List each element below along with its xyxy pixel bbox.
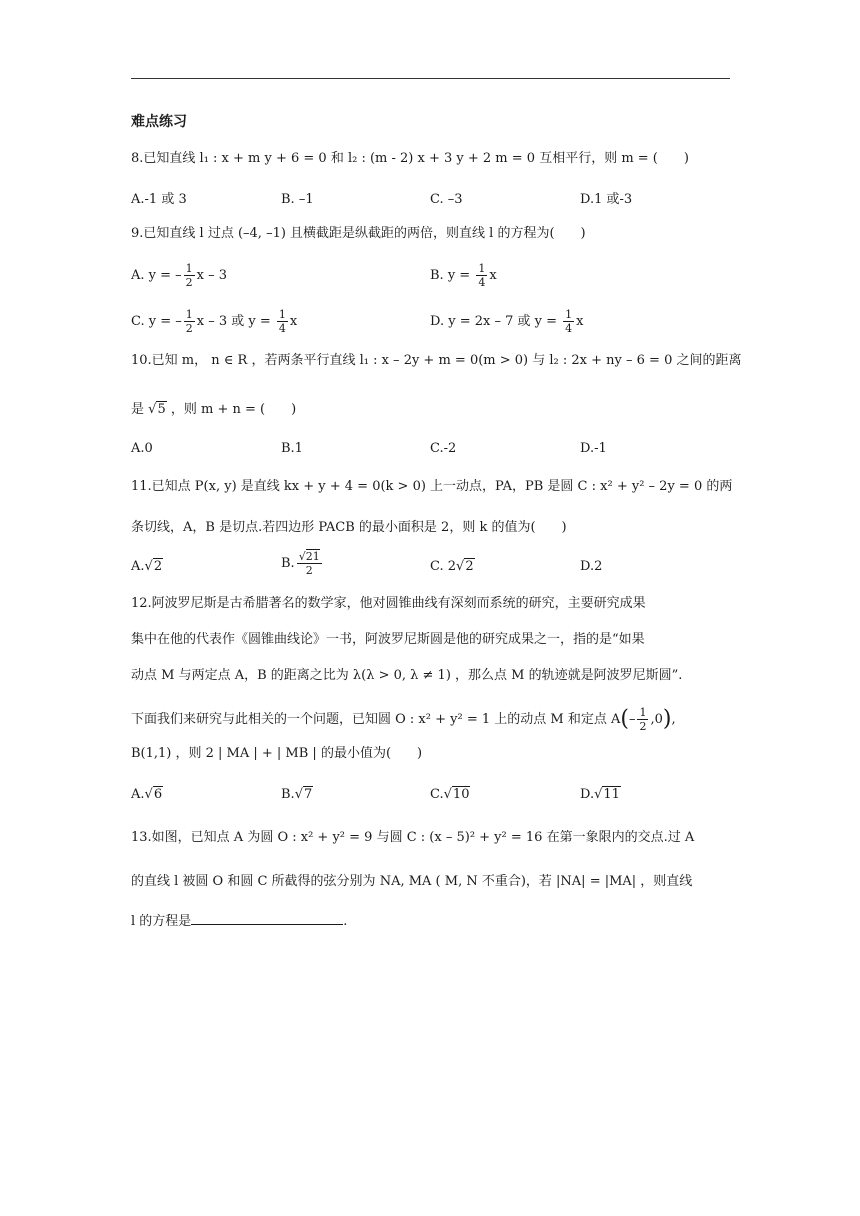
q9-b-fraction [476,262,487,289]
q12-option-b [281,786,313,804]
q10-option-c: C.-2 [430,441,457,456]
q8-option-b: B. –1 [281,192,314,207]
q9-option-d [430,308,583,335]
q11-option-a [131,558,163,576]
q11-a-prefix: A. [131,559,145,574]
q12-b-radicand: 7 [303,787,313,802]
q9-d-prefix: D. y = 2x – 7 或 y = [430,314,562,329]
question-12-line-5: B(1,1) ，则 2 | MA | + | MB | 的最小值为( ) [131,746,423,761]
q12-paren-close: ) [662,706,672,732]
q9-c-den: 2 [185,322,193,335]
q9-c-num: 1 [185,308,193,321]
q13-line3-suffix: . [343,914,348,929]
q12-b-prefix: B. [281,787,295,802]
q11-a-sqrt: √2 [144,559,163,574]
q9-option-b [430,262,497,289]
q10-option-b: B.1 [281,441,303,456]
question-12-line-2: 集中在他的代表作《圆锥曲线论》一书，阿波罗尼斯圆是他的研究成果之一，指的是“如果 [131,632,645,647]
q12-d-prefix: D. [580,787,595,802]
question-9-stem: 9.已知直线 l 过点 (–4, –1) 且横截距是纵截距的两倍，则直线 l 的方程为( ) [131,226,586,241]
q9-b-den: 4 [478,276,486,289]
answer-blank [191,912,343,925]
q12-line4-prefix: 下面我们来研究与此相关的一个问题，已知圆 O : x² + y² = 1 上的动点 M 和定点 A [131,712,621,727]
q9-d-num: 1 [565,308,573,321]
q11-option-b [281,550,324,577]
q12-c-prefix: C. [430,787,444,802]
q11-b-fraction [297,550,322,577]
q11-option-d: D.2 [580,559,603,574]
q11-b-prefix: B. [281,556,295,571]
q12-a-radicand: 6 [153,787,163,802]
question-10-line-1: 10.已知 m， n ∈ R ，若两条平行直线 l₁ : x – 2y + m = 0(m > 0) 与 l₂ : 2x + ny – 6 = 0 之间的距离 [131,353,742,368]
section-title: 难点练习 [131,114,187,130]
question-11-line-1: 11.已知点 P(x, y) 是直线 kx + y + 4 = 0(k > 0) 上一动点，PA，PB 是圆 C : x² + y² – 2y = 0 的两 [131,479,733,494]
q11-a-radicand: 2 [153,559,163,574]
q11-b-den: 2 [305,564,313,577]
q11-b-num: √21 [298,550,320,563]
q8-option-d: D.1 或-3 [580,192,633,207]
q9-c-mid: x – 3 或 y = [196,314,275,329]
question-12-line-3: 动点 M 与两定点 A，B 的距离之比为 λ(λ > 0, λ ≠ 1) ，那么点 M 的轨迹就是阿波罗尼斯圆”. [131,668,683,683]
q8-option-a: A.-1 或 3 [131,192,187,207]
q12-a-prefix: A. [131,787,145,802]
question-13-line-1: 13.如图，已知点 A 为圆 O : x² + y² = 9 与圆 C : (x – 5)² + y² = 16 在第一象限内的交点.过 A [131,830,695,845]
q10-line2-suffix: ，则 m + n = ( ) [166,402,297,417]
q9-option-a [131,262,227,289]
q9-a-den: 2 [185,276,193,289]
q10-line2-prefix: 是 [131,402,149,417]
q12-option-a [131,786,163,804]
q9-a-num: 1 [185,262,193,275]
q9-a-prefix: A. y = – [131,268,182,283]
q10-sqrt: √5 [148,402,166,417]
q12-c-sqrt: √10 [443,787,470,802]
q12-num: 1 [639,706,647,719]
q12-option-c [430,786,470,804]
q11-c-prefix: C. 2 [430,559,457,574]
q11-option-c [430,558,475,576]
q9-a-fraction [184,262,195,289]
q11-c-radicand: 2 [465,559,474,574]
q12-den: 2 [639,720,647,733]
q12-d-radicand: 11 [603,787,620,802]
q9-d-suffix: x [576,314,584,329]
question-12-line-1: 12.阿波罗尼斯是古希腊著名的数学家，他对圆锥曲线有深刻而系统的研究，主要研究成果 [131,596,646,611]
q9-c-prefix: C. y = – [131,314,182,329]
q9-c-suffix: x [289,314,298,329]
q9-b-prefix: B. y = [430,268,475,283]
q9-d-fraction [563,308,574,335]
question-8-stem: 8.已知直线 l₁ : x + m y + 6 = 0 和 l₂ : (m - 2) x + 3 y + 2 m = 0 互相平行，则 m = ( ) [131,151,689,166]
q8-option-c: C. –3 [430,192,463,207]
q11-b-radicand: 21 [305,550,320,563]
question-13-line-2: 的直线 l 被圆 O 和圆 C 所截得的弦分别为 NA, MA ( M, N 不重合)，若 |NA| = |MA| ，则直线 [131,874,693,889]
q9-b-num: 1 [478,262,486,275]
q9-c-fraction [184,308,195,335]
q12-b-sqrt: √7 [294,787,313,802]
q9-option-c [131,308,297,335]
q9-c-num-2: 1 [278,308,286,321]
q13-line3-prefix: l 的方程是 [131,914,192,929]
header-rule [131,78,730,79]
question-12-line-4: 下面我们来研究与此相关的一个问题，已知圆 O : x² + y² = 1 上的动点 M 和定点 A(– $\frac{1}{2}$ ,0), [131,706,676,733]
q9-c-fraction-2 [277,308,288,335]
q10-option-d: D.-1 [580,441,607,456]
q10-option-a: A.0 [131,441,153,456]
q10-radicand: 5 [157,402,166,417]
q12-option-d [580,786,621,804]
q12-paren-open: ( [620,706,629,732]
question-11-line-2: 条切线，A，B 是切点.若四边形 PACB 的最小面积是 2，则 k 的值为( ) [131,520,567,535]
q11-c-sqrt: √2 [456,559,474,574]
q12-a-sqrt: √6 [144,787,163,802]
q9-b-suffix: x [489,268,497,283]
q12-fraction [637,706,648,733]
question-10-line-2 [131,401,296,419]
q9-a-suffix: x – 3 [196,268,228,283]
question-13-line-3 [131,912,347,931]
q12-c-radicand: 10 [452,787,470,802]
q9-c-den-2: 4 [278,322,286,335]
q12-d-sqrt: √11 [594,787,620,802]
q9-d-den: 4 [565,322,573,335]
